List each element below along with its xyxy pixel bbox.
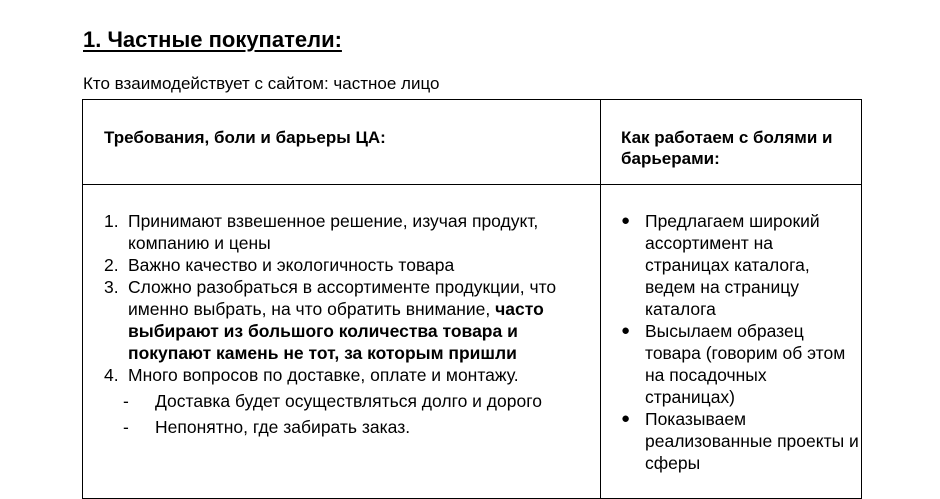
list-item — [104, 276, 594, 364]
list-text: Высылаем образец товара (говорим об этом на посадочных страницах) — [645, 321, 846, 407]
list-text-block — [128, 276, 594, 364]
sub-list-text: Доставка будет осуществляться долго и дорого — [155, 391, 542, 411]
list-item — [104, 210, 594, 254]
header-divider — [83, 184, 861, 185]
dash-marker: - — [123, 391, 129, 411]
list-text: Показываем реализованные проекты и сферы — [645, 409, 859, 473]
sub-list-item — [104, 416, 594, 438]
list-text-bold: часто выбирают из большого количества товара и покупают камень не тот, за которым пришли — [128, 299, 544, 363]
dash-marker: - — [123, 417, 129, 437]
sub-list-item — [104, 390, 594, 412]
list-number: 2. — [104, 255, 119, 275]
header-solutions: Как работаем с болями и барьерами: — [621, 128, 833, 168]
list-number: 1. — [104, 211, 119, 231]
solutions-list — [621, 210, 861, 474]
bullet-icon: ● — [621, 322, 631, 339]
column-divider — [600, 100, 601, 498]
list-text: Принимают взвешенное решение, изучая продукт, компанию и цены — [128, 211, 539, 253]
bullet-icon: ● — [621, 212, 631, 229]
list-text: Сложно разобраться в ассортименте продукции, что именно выбрать, на что обратить внимание, — [128, 277, 557, 319]
list-item — [104, 364, 594, 386]
pains-cell — [104, 210, 594, 438]
section-heading: 1. Частные покупатели: — [83, 27, 342, 52]
list-item — [621, 320, 861, 408]
list-text: Важно качество и экологичность товара — [128, 255, 455, 275]
list-text: Предлагаем широкий ассортимент на страницах каталога, ведем на страницу каталога — [645, 211, 820, 319]
list-number: 3. — [104, 277, 119, 297]
list-item — [621, 408, 861, 474]
bullet-icon: ● — [621, 410, 631, 427]
audience-table — [82, 99, 862, 499]
solutions-cell — [621, 210, 861, 474]
list-text: Много вопросов по доставке, оплате и монтажу. — [128, 365, 519, 385]
list-number: 4. — [104, 365, 119, 385]
list-item — [104, 254, 594, 276]
intro-text: Кто взаимодействует с сайтом: частное лицо — [83, 74, 440, 93]
list-item — [621, 210, 861, 320]
header-pains: Требования, боли и барьеры ЦА: — [104, 128, 386, 147]
sub-list-text: Непонятно, где забирать заказ. — [155, 417, 411, 437]
pains-list — [104, 210, 594, 386]
delivery-sublist — [104, 390, 594, 438]
